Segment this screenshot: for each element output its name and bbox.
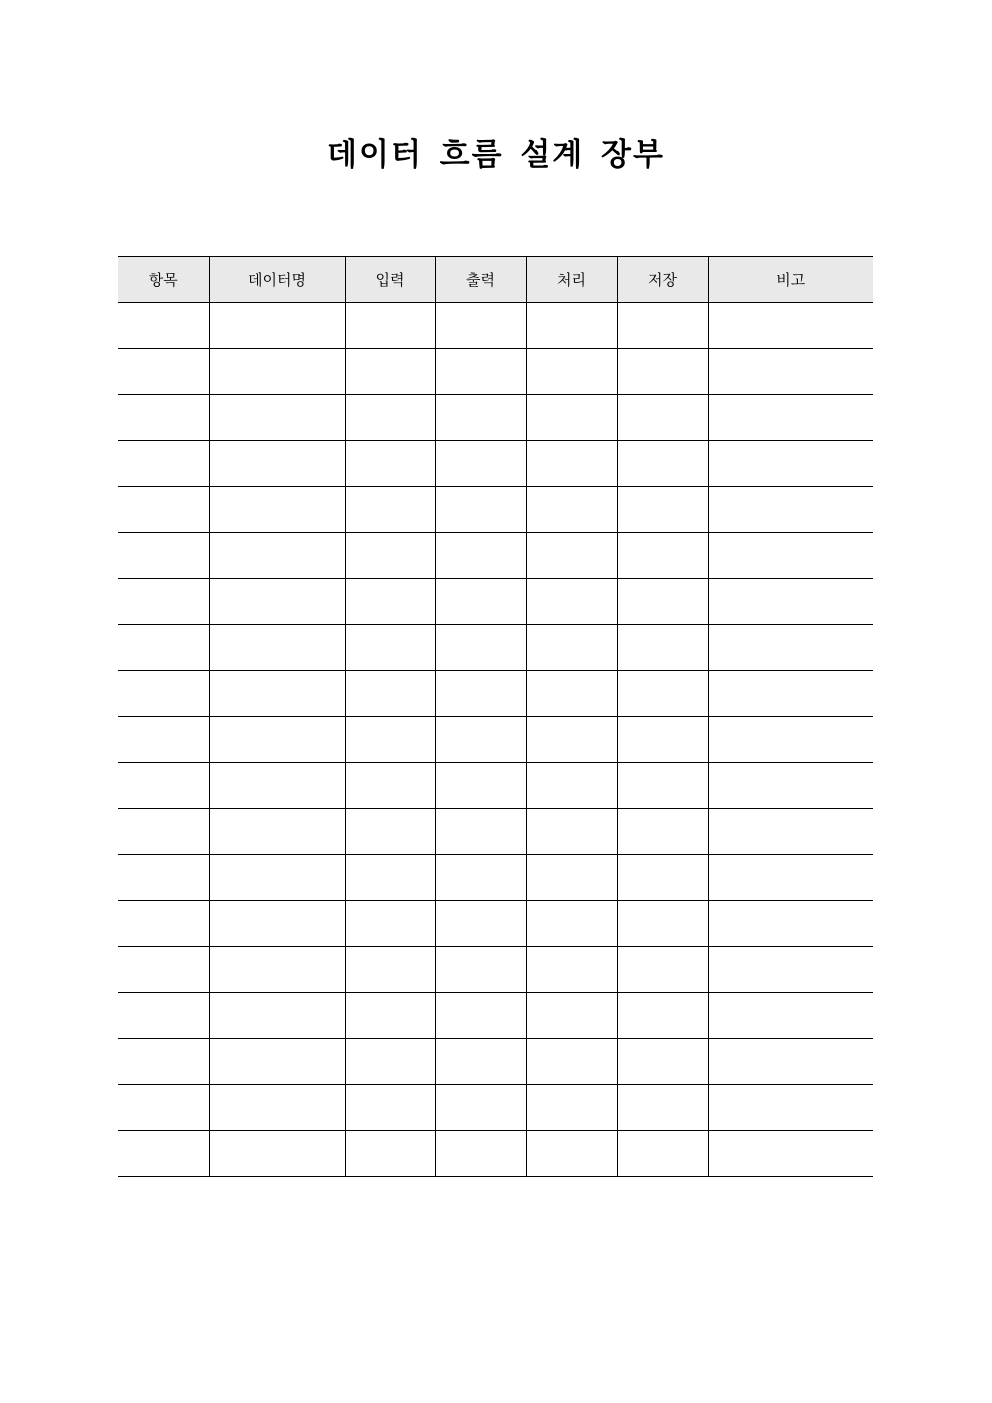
table-cell [345,533,435,579]
table-cell [526,579,617,625]
table-row [118,625,873,671]
table-cell [209,625,345,671]
table-row [118,1131,873,1177]
table-cell [435,395,526,441]
page-title: 데이터 흐름 설계 장부 [327,137,665,173]
table-cell [209,947,345,993]
table-cell [118,579,209,625]
table-cell [209,349,345,395]
table-cell [345,671,435,717]
table-row [118,579,873,625]
table-cell [617,579,708,625]
table-cell [617,533,708,579]
table-cell [526,487,617,533]
table-cell [617,855,708,901]
header-row [118,257,873,303]
table-cell [708,855,873,901]
table-cell [118,809,209,855]
table-cell [345,901,435,947]
table-cell [708,533,873,579]
column-header-storage: 저장 [617,257,708,303]
table-cell [435,717,526,763]
table-header [118,257,873,303]
table-cell [435,809,526,855]
table-cell [118,993,209,1039]
table-cell [708,1085,873,1131]
table-cell [209,1131,345,1177]
table-cell [209,855,345,901]
table-cell [345,763,435,809]
table-cell [708,901,873,947]
table-cell [708,763,873,809]
table-cell [526,303,617,349]
table-cell [118,1039,209,1085]
table-cell [209,533,345,579]
table-cell [526,809,617,855]
table-cell [435,947,526,993]
table-cell [708,625,873,671]
table-cell [435,533,526,579]
table-cell [708,993,873,1039]
table-cell [345,395,435,441]
table-cell [345,579,435,625]
table-cell [435,855,526,901]
table-body [118,303,873,1177]
table-row [118,947,873,993]
table-row [118,349,873,395]
table-cell [526,441,617,487]
table-cell [617,1131,708,1177]
table-row [118,487,873,533]
table-cell [118,901,209,947]
table-cell [435,441,526,487]
table-cell [617,993,708,1039]
table-cell [708,395,873,441]
table-cell [345,487,435,533]
table-cell [345,809,435,855]
table-cell [435,349,526,395]
table-cell [118,671,209,717]
table-row [118,395,873,441]
table-cell [526,671,617,717]
table-cell [526,1131,617,1177]
table-cell [708,1039,873,1085]
table-cell [118,1085,209,1131]
table-cell [345,717,435,763]
table-cell [708,349,873,395]
table-cell [209,1039,345,1085]
table-cell [617,1039,708,1085]
table-cell [345,947,435,993]
table-cell [617,441,708,487]
table-cell [345,1039,435,1085]
column-header-item: 항목 [118,257,209,303]
table-cell [118,717,209,763]
table-cell [617,901,708,947]
table-row [118,717,873,763]
table-cell [435,1085,526,1131]
table-cell [526,1039,617,1085]
table-cell [617,717,708,763]
table-cell [617,1085,708,1131]
table-cell [435,1039,526,1085]
table-cell [526,625,617,671]
table-row [118,1039,873,1085]
table-cell [526,947,617,993]
table-cell [526,901,617,947]
table-cell [526,349,617,395]
table-cell [345,855,435,901]
column-header-remarks: 비고 [708,257,873,303]
table-cell [526,993,617,1039]
table-row [118,901,873,947]
table-cell [345,1131,435,1177]
table-cell [209,993,345,1039]
table-cell [708,717,873,763]
table-row [118,809,873,855]
table-cell [617,809,708,855]
table-cell [209,395,345,441]
table-cell [118,763,209,809]
table-cell [345,993,435,1039]
table-row [118,993,873,1039]
table-cell [526,717,617,763]
table-cell [708,671,873,717]
table-cell [118,395,209,441]
table-cell [209,441,345,487]
table-cell [617,763,708,809]
table-cell [118,947,209,993]
table-cell [435,1131,526,1177]
table-cell [345,625,435,671]
table-cell [617,487,708,533]
table-cell [708,303,873,349]
table-cell [118,487,209,533]
table-cell [209,671,345,717]
table-row [118,1085,873,1131]
table-cell [617,671,708,717]
column-header-output: 출력 [435,257,526,303]
table-cell [118,533,209,579]
table-cell [118,441,209,487]
table-cell [708,947,873,993]
table-cell [209,901,345,947]
table-cell [435,901,526,947]
table-cell [209,487,345,533]
table-cell [617,395,708,441]
table-cell [708,487,873,533]
table-cell [209,579,345,625]
table-cell [209,1085,345,1131]
table-cell [435,579,526,625]
column-header-data-name: 데이터명 [209,257,345,303]
table-cell [435,671,526,717]
table-cell [617,947,708,993]
table-cell [526,1085,617,1131]
column-header-input: 입력 [345,257,435,303]
table-cell [435,625,526,671]
table-row [118,303,873,349]
table-cell [435,993,526,1039]
table-cell [209,303,345,349]
table-cell [435,303,526,349]
table-cell [708,1131,873,1177]
table-cell [345,349,435,395]
table-cell [118,303,209,349]
table-cell [526,533,617,579]
table-cell [617,349,708,395]
table-cell [708,809,873,855]
table-cell [435,763,526,809]
table-cell [118,625,209,671]
table-cell [526,763,617,809]
table-row [118,855,873,901]
table-cell [209,809,345,855]
table-cell [708,441,873,487]
table-row [118,441,873,487]
table-cell [345,303,435,349]
table-cell [435,487,526,533]
column-header-process: 처리 [526,257,617,303]
table-cell [345,1085,435,1131]
table-row [118,533,873,579]
table-cell [526,395,617,441]
table-cell [209,717,345,763]
table-cell [345,441,435,487]
table-row [118,763,873,809]
table-cell [118,1131,209,1177]
table-cell [118,349,209,395]
data-flow-ledger-table [118,256,873,1177]
table-cell [526,855,617,901]
table-row [118,671,873,717]
table-cell [617,625,708,671]
table-cell [617,303,708,349]
table-cell [118,855,209,901]
table-cell [708,579,873,625]
table-cell [209,763,345,809]
